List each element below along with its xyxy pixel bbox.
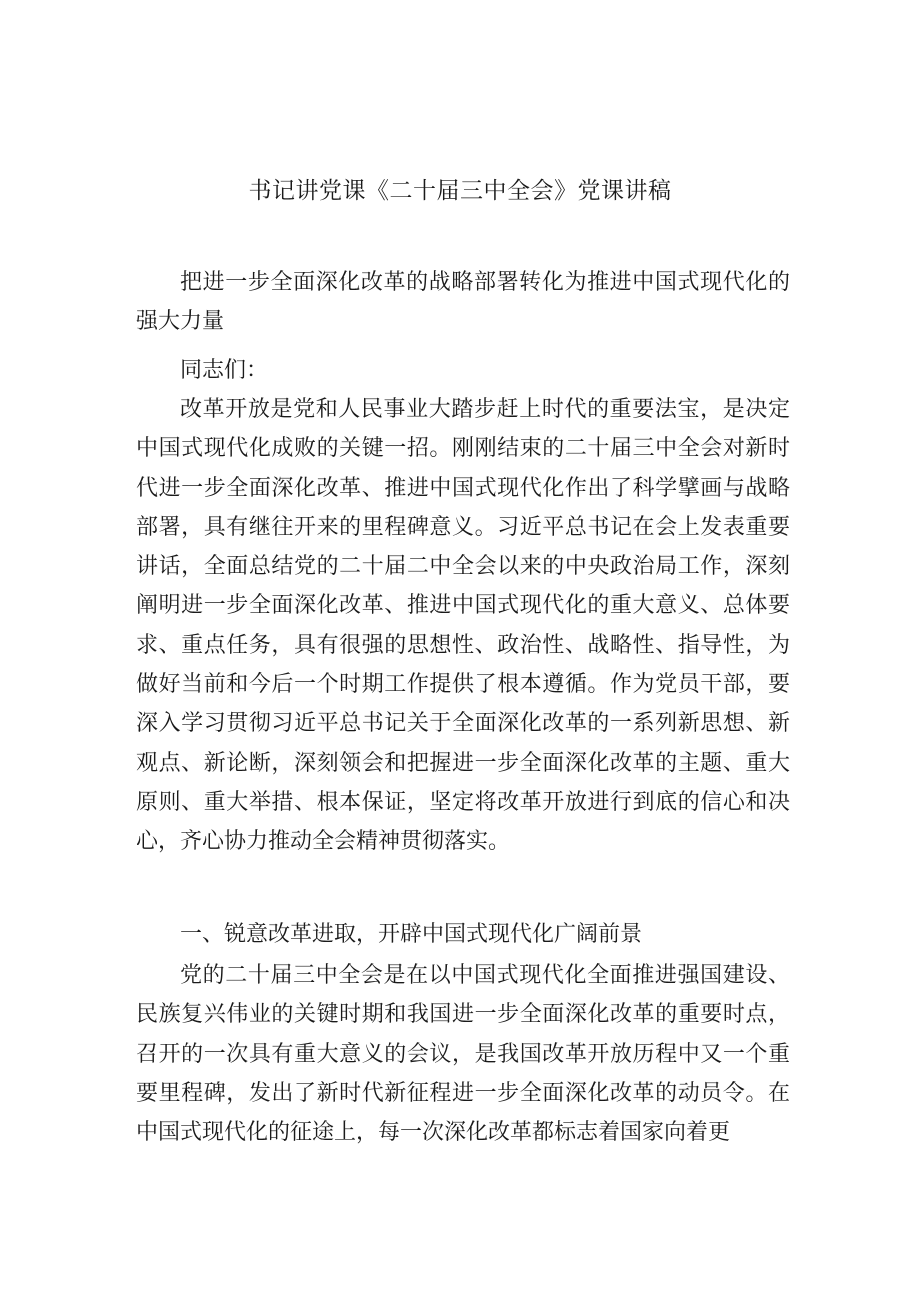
section-paragraph: 党的二十届三中全会是在以中国式现代化全面推进强国建设、民族复兴伟业的关键时期和我国进一步全面深化改革的重要时点，召开的一次具有重大意义的会议，是我国改革开放历程中又一个重要里程碑，发出了新时代新征程进一步全面深化改革的动员令。在中国式现代化的征途上，每一次深化改革都标志着国家向着更 (136, 963, 790, 1146)
section-heading: 一、锐意改革进取，开辟中国式现代化广阔前景 (180, 922, 643, 947)
intro-paragraph: 改革开放是党和人民事业大踏步赶上时代的重要法宝，是决定中国式现代化成败的关键一招。刚刚结束的二十届三中全会对新时代进一步全面深化改革、推进中国式现代化作出了科学擘画与战略部署，具有继往开来的里程碑意义。习近平总书记在会上发表重要讲话，全面总结党的二十届二中全会以来的中央政治局工作，深刻阐明进一步全面深化改革、推进中国式现代化的重大意义、总体要求、重点任务，具有很强的思想性、政治性、战略性、指导性，为做好当前和今后一个时期工作提供了根本遵循。作为党员干部，要深入学习贯彻习近平总书记关于全面深化改革的一系列新思想、新观点、新论断，深刻领会和把握进一步全面深化改革的主题、重大原则、重大举措、根本保证，坚定将改革开放进行到底的信心和决心，齐心协力推动全会精神贯彻落实。 (136, 397, 790, 855)
document-subtitle: 把进一步全面深化改革的战略部署转化为推进中国式现代化的强大力量 (136, 270, 790, 335)
document-title: 书记讲党课《二十届三中全会》党课讲稿 (248, 178, 672, 204)
salutation: 同志们： (180, 358, 269, 383)
